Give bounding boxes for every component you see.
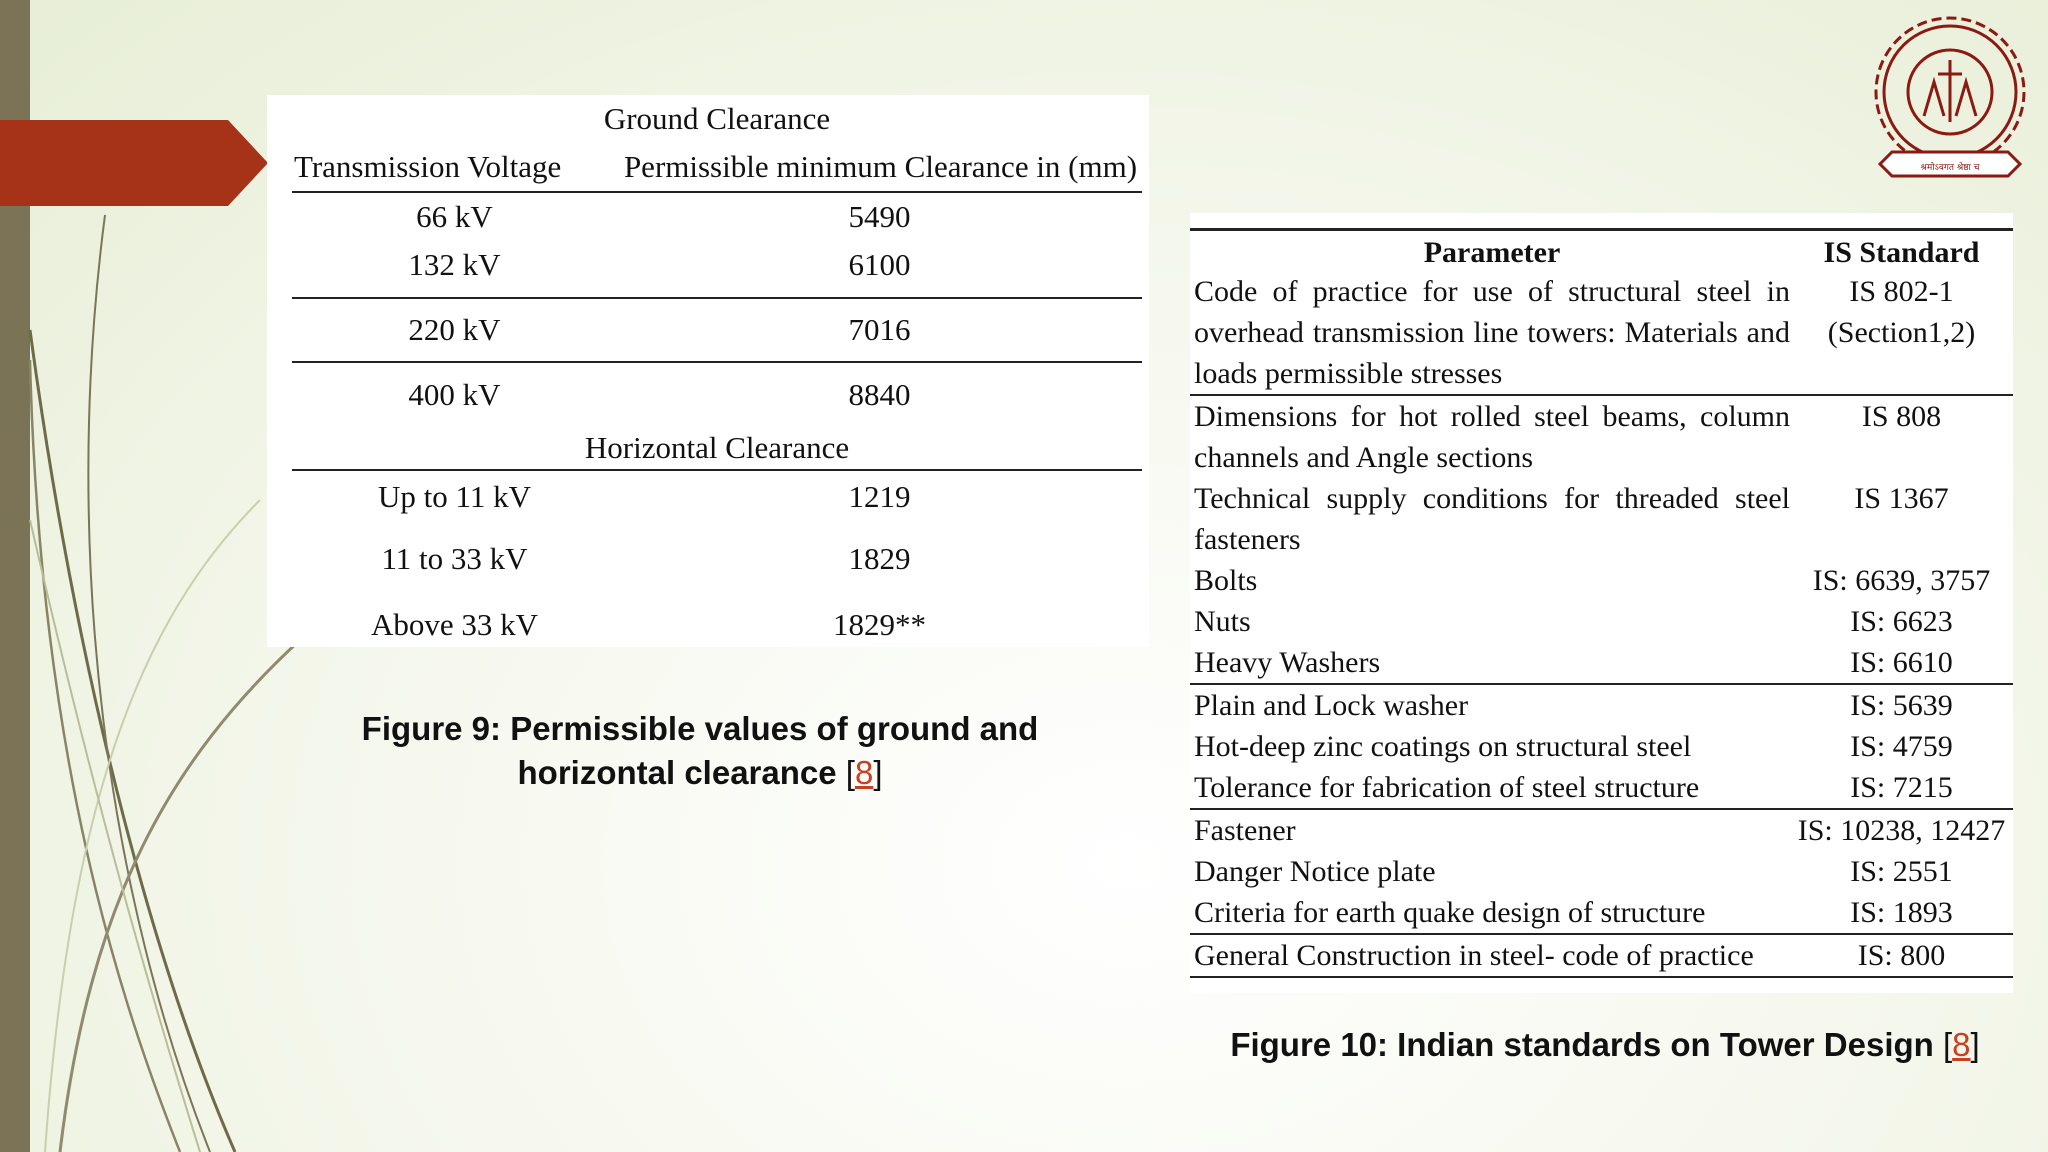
voltage-cell: 11 to 33 kV <box>381 541 528 576</box>
standard-cell: IS: 800 <box>1857 939 1946 972</box>
clearance-cell: 1829** <box>833 607 926 642</box>
standard-cell: IS 1367 <box>1854 482 1949 515</box>
parameter-cell: Plain and Lock washer <box>1194 689 1469 722</box>
clearance-cell: 6100 <box>848 247 911 282</box>
parameter-cell: Danger Notice plate <box>1194 855 1436 888</box>
col-is-standard: IS Standard <box>1823 236 1980 269</box>
parameter-cell: Hot-deep zinc coatings on structural steel <box>1194 730 1692 763</box>
table-row <box>1190 271 2013 394</box>
reference-link[interactable]: 8 <box>854 754 874 791</box>
table-row <box>292 471 1142 531</box>
table-row <box>1190 726 2013 767</box>
col-parameter: Parameter <box>1423 236 1561 269</box>
clearance-cell: 1829 <box>848 541 911 576</box>
parameter-cell: General Construction in steel- code of practice <box>1194 939 1754 972</box>
col-min-clearance: Permissible minimum Clearance in (mm) <box>623 149 1138 184</box>
clearance-cell: 8840 <box>848 377 911 412</box>
voltage-cell: 66 kV <box>416 199 493 234</box>
standard-cell: IS: 2551 <box>1850 855 1953 888</box>
horizontal-clearance-heading: Horizontal Clearance <box>584 430 850 465</box>
caption-line-2: horizontal clearance <box>517 754 837 791</box>
caption-line-1: Figure 9: Permissible values of ground and <box>361 710 1039 747</box>
figure-10-caption: Figure 10: Indian standards on Tower Design [8] <box>1230 1026 1980 1063</box>
table-row <box>292 363 1142 427</box>
clearance-cell: 1219 <box>848 479 911 514</box>
standard-cell: IS: 5639 <box>1850 689 1953 722</box>
table-row <box>1190 892 2013 933</box>
parameter-cell: Dimensions for hot rolled steel beams, column channels and Angle sections <box>1194 400 1790 474</box>
standards-table <box>1190 228 2013 978</box>
table-row <box>1190 478 2013 560</box>
table-row <box>1190 685 2013 726</box>
caption-text: Figure 10: Indian standards on Tower Design <box>1230 1026 1934 1063</box>
standard-cell: IS 808 <box>1861 400 1942 433</box>
table-row <box>292 241 1142 297</box>
table-row <box>1190 642 2013 683</box>
standard-cell: IS 802-1 (Section1,2) <box>1827 275 1976 349</box>
parameter-cell: Bolts <box>1194 564 1258 597</box>
standard-cell: IS: 6610 <box>1850 646 1953 679</box>
parameter-cell: Technical supply conditions for threaded steel fasteners <box>1194 482 1790 556</box>
red-arrow-shape <box>0 120 268 206</box>
figure-9-caption: Figure 9: Permissible values of ground and horizontal clearance [8] <box>300 710 1100 792</box>
table-row <box>1190 810 2013 851</box>
standard-cell: IS: 6623 <box>1850 605 1953 638</box>
voltage-cell: 220 kV <box>408 312 501 347</box>
table-row <box>292 531 1142 595</box>
standard-cell: IS: 4759 <box>1850 730 1953 763</box>
table-row <box>1190 601 2013 642</box>
parameter-cell: Heavy Washers <box>1194 646 1381 679</box>
table-row <box>292 193 1142 241</box>
ground-clearance-heading: Ground Clearance <box>603 101 831 136</box>
table-row <box>1190 851 2013 892</box>
table-row <box>292 299 1142 361</box>
voltage-cell: Above 33 kV <box>370 607 539 642</box>
parameter-cell: Nuts <box>1194 605 1251 638</box>
standard-cell: IS: 10238, 12427 <box>1797 814 2006 847</box>
table-row <box>1190 396 2013 478</box>
parameter-cell: Criteria for earth quake design of structure <box>1194 896 1706 929</box>
parameter-cell: Fastener <box>1194 814 1296 847</box>
table-row <box>1190 767 2013 808</box>
parameter-cell: Code of practice for use of structural steel in overhead transmission line towers: Materials and loads permissible stresses <box>1194 275 1790 390</box>
table-row <box>292 595 1142 655</box>
standard-cell: IS: 7215 <box>1850 771 1953 804</box>
standard-cell: IS: 1893 <box>1850 896 1953 929</box>
standard-cell: IS: 6639, 3757 <box>1812 564 1991 597</box>
parameter-cell: Tolerance for fabrication of steel structure <box>1194 771 1700 804</box>
table-header-row <box>1190 231 2013 271</box>
voltage-cell: 132 kV <box>408 247 501 282</box>
table-row <box>1190 560 2013 601</box>
clearance-cell: 5490 <box>848 199 911 234</box>
voltage-cell: Up to 11 kV <box>378 479 531 514</box>
reference-link[interactable]: 8 <box>1952 1026 1971 1063</box>
table-row <box>1190 935 2013 976</box>
voltage-cell: 400 kV <box>408 377 501 412</box>
clearance-cell: 7016 <box>848 312 911 347</box>
svg-text:श्रमोऽवगत श्रेष्ठा च: श्रमोऽवगत श्रेष्ठा च <box>1920 163 1980 173</box>
col-transmission-voltage: Transmission Voltage <box>294 149 562 184</box>
nit-kurukshetra-seal-icon <box>1862 4 2038 184</box>
clearance-table <box>292 95 1142 655</box>
